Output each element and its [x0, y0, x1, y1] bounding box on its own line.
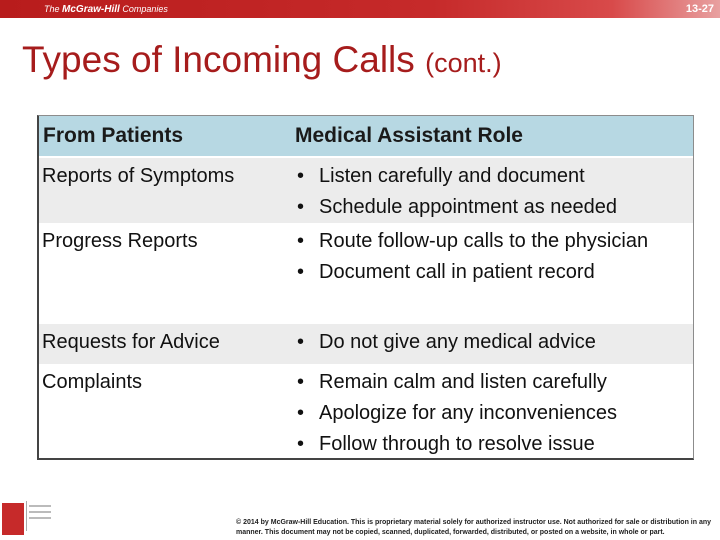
row-source: Requests for Advice — [39, 324, 287, 364]
role-text: Apologize for any inconveniences — [319, 402, 617, 424]
logo-lines — [26, 501, 53, 531]
header-from-patients: From Patients — [39, 116, 287, 157]
slide-title-main: Types of Incoming Calls — [22, 39, 415, 80]
role-text: Listen carefully and document — [319, 165, 585, 187]
calls-table — [37, 115, 694, 460]
row-source: Reports of Symptoms — [39, 157, 287, 223]
bullet-icon: • — [297, 230, 305, 252]
list-item — [291, 192, 693, 223]
logo-mark — [2, 503, 24, 535]
row-source: Progress Reports — [42, 230, 198, 252]
slide-title-suffix: (cont.) — [425, 48, 502, 78]
table-row — [39, 324, 693, 364]
role-text: Route follow-up calls to the physician — [319, 230, 649, 252]
list-item — [291, 367, 693, 398]
slide-title — [22, 38, 502, 85]
bullet-icon: • — [297, 331, 305, 353]
list-item — [291, 429, 693, 460]
row-roles — [287, 324, 693, 364]
publisher-prefix: The — [44, 4, 60, 14]
list-item — [291, 257, 693, 288]
list-item — [291, 226, 693, 257]
header-medical-assistant-role: Medical Assistant Role — [287, 116, 693, 157]
role-text: Follow through to resolve issue — [319, 433, 595, 455]
list-item — [291, 398, 693, 429]
table-row — [39, 157, 693, 223]
publisher-brand: McGraw-Hill — [62, 4, 120, 15]
publisher-name — [44, 2, 168, 16]
list-item — [291, 327, 693, 358]
bullet-icon: • — [297, 165, 305, 187]
mcgraw-hill-logo-icon — [2, 483, 54, 537]
publisher-suffix: Companies — [122, 4, 168, 14]
slide-number: 13-27 — [685, 3, 714, 15]
row-roles — [287, 223, 693, 324]
bullet-icon: • — [297, 402, 305, 424]
table-row — [39, 223, 693, 324]
table-header-row — [39, 116, 693, 157]
role-text: Do not give any medical advice — [319, 331, 596, 353]
table-row — [39, 364, 693, 467]
top-bar — [0, 0, 720, 18]
role-text: Remain calm and listen carefully — [319, 371, 607, 393]
list-item — [291, 161, 693, 192]
role-text: Document call in patient record — [319, 261, 595, 283]
row-roles — [287, 364, 693, 467]
bullet-icon: • — [297, 261, 305, 283]
copyright-notice: © 2014 by McGraw-Hill Education. This is proprietary material solely for authorized instructor use. Not authorized for sale or distribution in any manner. This document may not be copied, scanned, duplicated, forwarded, distributed, or posted on a website, in whole or part. — [236, 519, 712, 536]
role-text: Schedule appointment as needed — [319, 196, 618, 218]
bullet-icon: • — [297, 196, 305, 218]
bullet-icon: • — [297, 433, 305, 455]
row-roles — [287, 157, 693, 223]
bullet-icon: • — [297, 371, 305, 393]
row-source: Complaints — [42, 371, 143, 393]
